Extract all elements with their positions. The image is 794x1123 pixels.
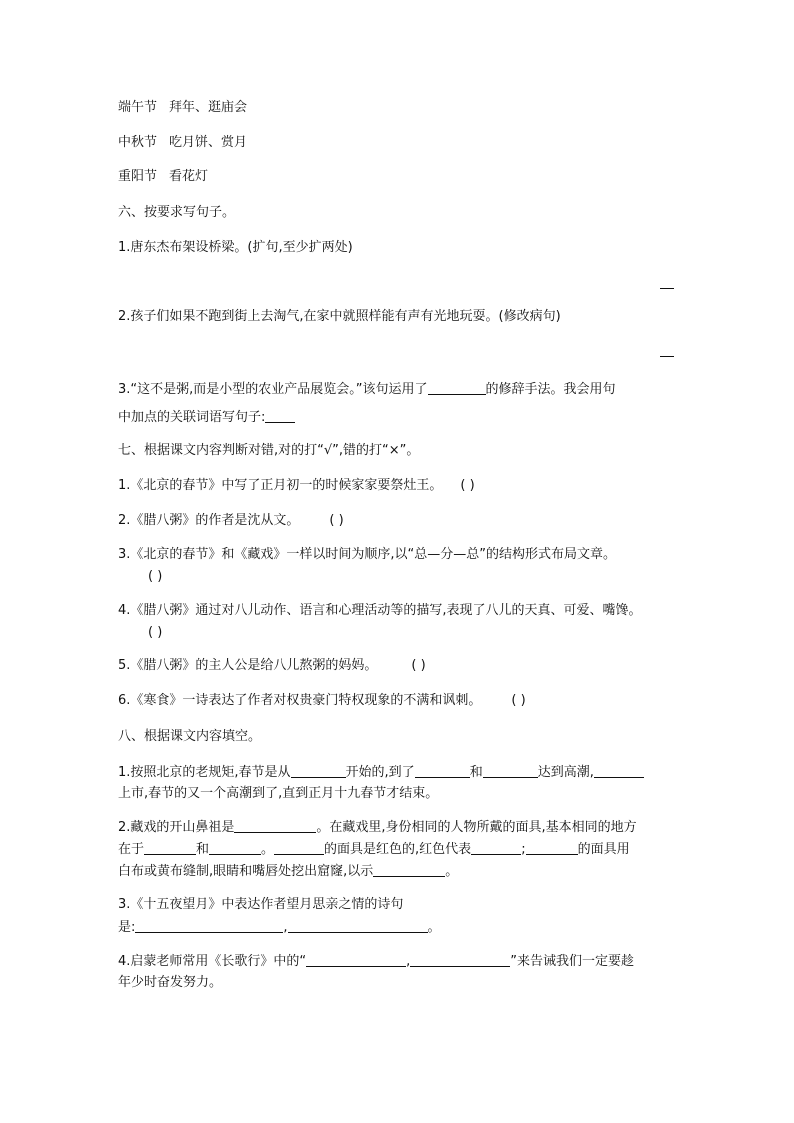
festival-row <box>118 99 247 117</box>
fill-blank[interactable] <box>373 862 445 877</box>
fill-blank[interactable] <box>144 840 196 855</box>
fill-blank[interactable] <box>483 763 538 778</box>
s7-question-5: 5.《腊八粥》的主人公是给八儿熬粥的妈妈。 ( ) <box>118 658 426 673</box>
festival-custom: 看花灯 <box>169 169 209 184</box>
section-6-title: 六、按要求写句子。 <box>118 205 236 220</box>
s6-question-1: 1.唐东杰布架设桥梁。(扩句,至少扩两处) <box>118 240 353 255</box>
s7-question-2: 2.《腊八粥》的作者是沈从文。 ( ) <box>118 513 344 528</box>
festival-custom: 吃月饼、赏月 <box>169 135 248 150</box>
answer-paren[interactable]: ( ) <box>460 478 475 493</box>
fill-blank[interactable] <box>291 763 346 778</box>
s8-question-1-cont: 上市,春节的又一个高潮到了,直到正月十九春节才结束。 <box>118 786 439 801</box>
s8-question-3: 3.《十五夜望月》中表达作者望月思亲之情的诗句 <box>118 897 404 912</box>
s7-question-6: 6.《寒食》一诗表达了作者对权贵豪门特权现象的不满和讽刺。 ( ) <box>118 693 526 708</box>
fill-blank[interactable] <box>265 408 295 423</box>
answer-paren[interactable]: ( ) <box>411 658 426 673</box>
fill-blank[interactable] <box>209 840 261 855</box>
fill-blank[interactable] <box>594 763 644 778</box>
answer-paren[interactable]: ( ) <box>511 693 526 708</box>
festival-row <box>118 134 247 152</box>
festival-name: 中秋节 <box>118 135 158 150</box>
fill-blank[interactable] <box>471 840 521 855</box>
s8-question-2-cont: 白布或黄布缝制,眼睛和嘴唇处挖出窟窿,以示 。 <box>118 864 459 879</box>
answer-line-end <box>660 356 674 357</box>
fill-blank[interactable] <box>274 840 324 855</box>
answer-paren[interactable]: ( ) <box>148 625 163 640</box>
answer-line-end <box>660 288 674 289</box>
fill-blank[interactable] <box>306 952 406 967</box>
answer-paren[interactable]: ( ) <box>329 513 344 528</box>
festival-row <box>118 168 208 186</box>
fill-blank[interactable] <box>526 840 578 855</box>
s8-question-2-cont: 在于 和 。 的面具是红色的,红色代表 ; 的面具用 <box>118 842 630 857</box>
s8-question-4-cont: 年少时奋发努力。 <box>118 975 223 990</box>
section-7-title: 七、根据课文内容判断对错,对的打“√”,错的打“×”。 <box>118 443 420 458</box>
s7-question-4: 4.《腊八粥》通过对八儿动作、语言和心理活动等的描写,表现了八儿的天真、可爱、嘴馋。 <box>118 603 642 618</box>
s8-question-2: 2.藏戏的开山鼻祖是 。在藏戏里,身份相同的人物所戴的面具,基本相同的地方 <box>118 820 637 835</box>
fill-blank[interactable] <box>135 918 283 933</box>
s8-question-3-cont: 是: , 。 <box>118 920 441 935</box>
s7-question-1: 1.《北京的春节》中写了正月初一的时候家家要祭灶王。 ( ) <box>118 478 475 493</box>
s6-question-2: 2.孩子们如果不跑到街上去淘气,在家中就照样能有声有光地玩耍。(修改病句) <box>118 309 561 324</box>
fill-blank[interactable] <box>428 380 486 395</box>
festival-custom: 拜年、逛庙会 <box>169 100 248 115</box>
festival-name: 端午节 <box>118 100 158 115</box>
s8-question-1: 1.按照北京的老规矩,春节是从 开始的,到了 和 达到高潮, <box>118 763 644 782</box>
festival-name: 重阳节 <box>118 169 158 184</box>
section-8-title: 八、根据课文内容填空。 <box>118 729 262 744</box>
fill-blank[interactable] <box>415 763 470 778</box>
s7-question-3: 3.《北京的春节》和《藏戏》一样以时间为顺序,以“总—分—总”的结构形式布局文章。 <box>118 547 617 562</box>
fill-blank[interactable] <box>234 818 316 833</box>
s6-question-3-cont: 中加点的关联词语写句子: <box>118 408 295 427</box>
s6-question-3: 3.“这不是粥,而是小型的农业产品展览会。”该句运用了 的修辞手法。我会用句 <box>118 382 616 397</box>
answer-paren[interactable]: ( ) <box>148 569 163 584</box>
fill-blank[interactable] <box>410 952 510 967</box>
s8-question-4: 4.启蒙老师常用《长歌行》中的“ , ”来告诫我们一定要趁 <box>118 954 635 969</box>
fill-blank[interactable] <box>288 918 428 933</box>
